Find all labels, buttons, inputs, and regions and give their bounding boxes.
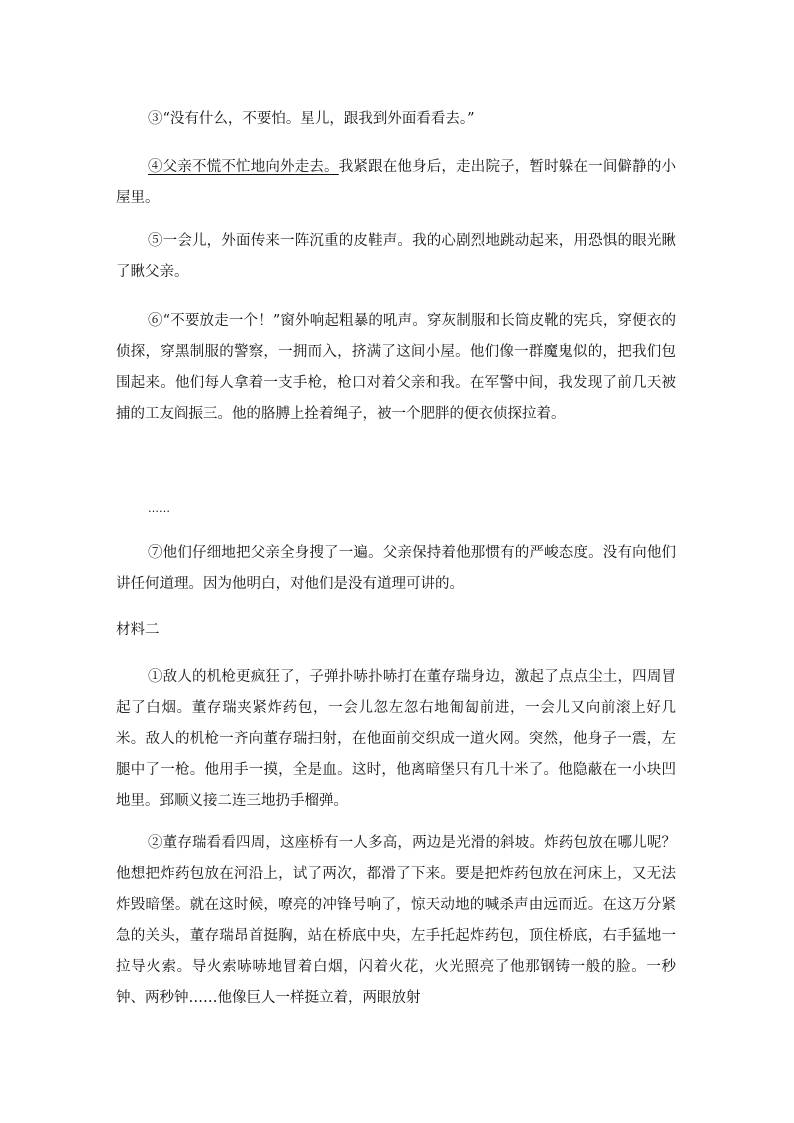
paragraph-3: ③“没有什么，不要怕。星儿，跟我到外面看看去。” <box>148 111 475 127</box>
paragraph-4-rest: 我紧跟在他身后，走出院子，暂时躲在一间僻静的小屋里。 <box>116 159 677 206</box>
underlined-sentence: ④父亲不慌不忙地向外走去。 <box>148 159 339 175</box>
paragraph-4 <box>116 152 676 214</box>
material2-paragraph-1: ①敌人的机枪更疯狂了，子弹扑哧扑哧打在董存瑞身边，激起了点点尘土，四周冒起了白烟。董存瑞夹紧炸药包，一会儿忽左忽右地匍匐前进，一会儿又向前滚上好几米。敌人的机枪一齐向董存瑞扫射，在他面前交织成一道火网。突然，他身子一震，左腿中了一枪。他用手一摸，全是血。这时，他离暗堡只有几十米了。他隐蔽在一小块凹地里。郅顺义接二连三地扔手榴弹。 <box>116 669 676 809</box>
paragraph-7: ⑦他们仔细地把父亲全身搜了一遍。父亲保持着他那惯有的严峻态度。没有向他们讲任何道理。因为他明白，对他们是没有道理可讲的。 <box>116 545 676 592</box>
paragraph-5: ⑤一会儿，外面传来一阵沉重的皮鞋声。我的心剧烈地跳动起来，用恐惧的眼光瞅了瞅父亲。 <box>116 233 676 280</box>
material2-paragraph-2: ②董存瑞看看四周，这座桥有一人多高，两边是光滑的斜坡。炸药包放在哪儿呢？他想把炸药包放在河沿上，试了两次，都滑了下来。要是把炸药包放在河床上，又无法炸毁暗堡。就在这时候，嘹亮的冲锋号响了，惊天动地的喊杀声由远而近。在这万分紧急的关头，董存瑞昂首挺胸，站在桥底中央，左手托起炸药包，顶住桥底，右手猛地一拉导火索。导火索哧哧地冒着白烟，闪着火花，火光照亮了他那钢铸一般的脸。一秒钟、两秒钟……他像巨人一样挺立着，两眼放射 <box>116 835 676 1006</box>
paragraph-6: ⑥“不要放走一个！”窗外响起粗暴的吼声。穿灰制服和长筒皮靴的宪兵，穿便衣的侦探，穿黑制服的警察，一拥而入，挤满了这间小屋。他们像一群魔鬼似的，把我们包围起来。他们每人拿着一支手枪，枪口对着父亲和我。在军警中间，我发现了前几天被捕的工友阎振三。他的胳膊上拴着绳子，被一个肥胖的便衣侦探拉着。 <box>116 313 676 422</box>
section-heading-material-2: 材料二 <box>116 622 160 638</box>
ellipsis-separator: …… <box>148 502 170 515</box>
